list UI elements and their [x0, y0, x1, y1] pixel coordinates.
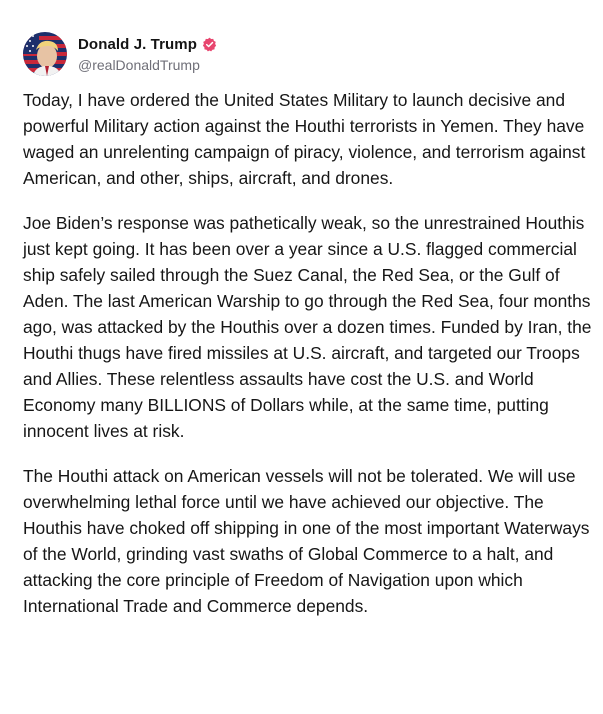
avatar[interactable]	[23, 32, 67, 76]
name-row	[78, 34, 217, 54]
author-display-name[interactable]: Donald J. Trump	[78, 35, 198, 53]
post-paragraph-2: Joe Biden’s response was pathetically weak, so the unrestrained Houthis just kept going. It has been over a year since a U.S. flagged commercial ship safely sailed through the Suez Canal, the Red Sea, or the Gulf of Aden. The last American Warship to go through the Red Sea, four months ago, was attacked by the Houthis over a dozen times. Funded by Iran, the Houthi thugs have fired missiles at U.S. aircraft, and targeted our Troops and Allies. These relentless assaults have cost the U.S. and World Economy many BILLIONS of Dollars while, at the same time, putting innocent lives at risk.	[23, 213, 592, 441]
author-info	[78, 34, 217, 74]
avatar-image	[23, 32, 67, 76]
author-handle[interactable]: @realDonaldTrump	[78, 57, 200, 73]
post-paragraph-1: Today, I have ordered the United States Military to launch decisive and powerful Military action against the Houthi terrorists in Yemen. They have waged an unrelenting campaign of piracy, violence, and terrorism against American, and other, ships, aircraft, and drones.	[23, 90, 586, 188]
verified-badge-icon	[202, 37, 217, 52]
post-body	[23, 87, 595, 638]
post-header	[23, 31, 217, 77]
post-paragraph-3: The Houthi attack on American vessels will not be tolerated. We will use overwhelming lethal force until we have achieved our objective. The Houthis have choked off shipping in one of the most important Waterways of the World, grinding vast swaths of Global Commerce to a halt, and attacking the core principle of Freedom of Navigation upon which International Trade and Commerce depends.	[23, 466, 590, 616]
